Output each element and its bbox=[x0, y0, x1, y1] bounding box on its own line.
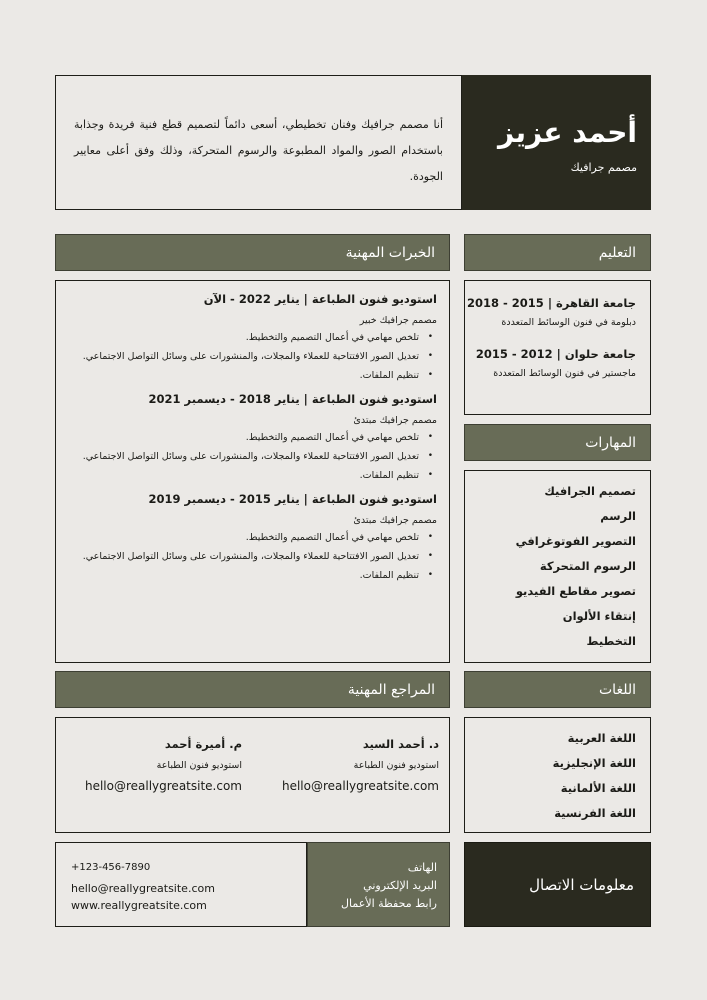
skills-header bbox=[464, 424, 651, 461]
reference-name: م. أميرة أحمد bbox=[164, 737, 242, 751]
skill-item: تصميم الجرافيك bbox=[544, 484, 636, 498]
contact-values-block bbox=[55, 842, 307, 927]
summary-block bbox=[55, 75, 462, 210]
skills-title: المهارات bbox=[585, 434, 636, 451]
experience-heading: استوديو فنون الطباعة | يناير 2018 - ديسمبر 2021 bbox=[148, 392, 437, 406]
contact-phone[interactable]: +123-456-7890 bbox=[71, 862, 151, 873]
bullet-icon: • bbox=[427, 532, 433, 542]
experience-bullet: • تلخص مهامي في أعمال التصميم والتخطيط. bbox=[56, 328, 437, 347]
education-item bbox=[465, 346, 650, 379]
experience-heading: استوديو فنون الطباعة | يناير 2015 - ديسمبر 2019 bbox=[148, 492, 437, 506]
reference-org: استوديو فنون الطباعة bbox=[156, 760, 242, 771]
contact-labels-block bbox=[307, 842, 450, 927]
experience-bullets bbox=[56, 428, 437, 485]
summary-text: أنا مصمم جرافيك وفنان تخطيطي، أسعى دائماً لتصميم قطع فنية فريدة وجذابة باستخدام الصور والمواد المطبوعة والرسوم المتحركة، وذلك وفق أعلى معايير الجودة. bbox=[74, 118, 443, 183]
experience-role: مصمم جرافيك مبتدئ bbox=[353, 415, 437, 426]
experience-bullet: • تعديل الصور الافتتاحية للعملاء والمجلات، والمنشورات على وسائل التواصل الاجتماعي. bbox=[56, 447, 437, 466]
experience-role: مصمم جرافيك خبير bbox=[359, 315, 437, 326]
contact-title: معلومات الاتصال bbox=[529, 875, 634, 894]
skill-item: التخطيط bbox=[586, 634, 636, 648]
bullet-icon: • bbox=[427, 370, 433, 380]
language-item: اللغة الإنجليزية bbox=[552, 756, 636, 770]
experience-box bbox=[55, 280, 450, 663]
skills-box bbox=[464, 470, 651, 663]
experience-bullet: • تلخص مهامي في أعمال التصميم والتخطيط. bbox=[56, 428, 437, 447]
bullet-icon: • bbox=[427, 332, 433, 342]
bullet-icon: • bbox=[427, 432, 433, 442]
contact-label-email: البريد الإلكتروني bbox=[363, 879, 437, 892]
language-item: اللغة الألمانية bbox=[560, 781, 636, 795]
skill-item: تصوير مقاطع الفيديو bbox=[515, 584, 636, 598]
languages-box bbox=[464, 717, 651, 833]
contact-title-block bbox=[464, 842, 651, 927]
experience-bullet: • تنظيم الملفات. bbox=[56, 366, 437, 385]
experience-item bbox=[56, 491, 449, 585]
education-box bbox=[464, 280, 651, 415]
experience-header bbox=[55, 234, 450, 271]
experience-bullet: • تنظيم الملفات. bbox=[56, 566, 437, 585]
contact-label-portfolio: رابط محفظة الأعمال bbox=[341, 897, 437, 910]
contact-website[interactable]: www.reallygreatsite.com bbox=[71, 899, 207, 912]
education-heading: جامعة القاهرة | 2015 - 2018 bbox=[467, 296, 636, 310]
skill-item: الرسوم المتحركة bbox=[539, 559, 636, 573]
bullet-icon: • bbox=[427, 451, 433, 461]
education-title: التعليم bbox=[598, 244, 636, 261]
experience-bullet: • تلخص مهامي في أعمال التصميم والتخطيط. bbox=[56, 528, 437, 547]
experience-item bbox=[56, 391, 449, 485]
education-detail: ماجستير في فنون الوسائط المتعددة bbox=[493, 368, 636, 379]
skill-item: الرسم bbox=[600, 509, 636, 523]
person-name: أحمد عزيز bbox=[498, 116, 637, 149]
reference-name: د. أحمد السيد bbox=[362, 737, 439, 751]
reference-email[interactable]: hello@reallygreatsite.com bbox=[281, 779, 439, 793]
language-item: اللغة العربية bbox=[567, 731, 636, 745]
education-detail: دبلومة في فنون الوسائط المتعددة bbox=[501, 317, 636, 328]
experience-bullets bbox=[56, 528, 437, 585]
languages-title: اللغات bbox=[599, 681, 636, 698]
experience-heading: استوديو فنون الطباعة | يناير 2022 - الآن bbox=[203, 292, 437, 306]
bullet-icon: • bbox=[427, 351, 433, 361]
education-header bbox=[464, 234, 651, 271]
education-item bbox=[465, 295, 650, 328]
reference-item bbox=[282, 736, 439, 793]
experience-item bbox=[56, 291, 449, 385]
reference-item bbox=[85, 736, 242, 793]
experience-bullet: • تنظيم الملفات. bbox=[56, 466, 437, 485]
experience-bullet: • تعديل الصور الافتتاحية للعملاء والمجلات، والمنشورات على وسائل التواصل الاجتماعي. bbox=[56, 547, 437, 566]
bullet-icon: • bbox=[427, 470, 433, 480]
reference-org: استوديو فنون الطباعة bbox=[353, 760, 439, 771]
languages-header bbox=[464, 671, 651, 708]
references-box bbox=[55, 717, 450, 833]
experience-bullets bbox=[56, 328, 437, 385]
references-title: المراجع المهنية bbox=[347, 681, 435, 698]
experience-title: الخبرات المهنية bbox=[345, 244, 435, 261]
experience-role: مصمم جرافيك مبتدئ bbox=[353, 515, 437, 526]
reference-email[interactable]: hello@reallygreatsite.com bbox=[84, 779, 242, 793]
experience-bullet: • تعديل الصور الافتتاحية للعملاء والمجلات، والمنشورات على وسائل التواصل الاجتماعي. bbox=[56, 347, 437, 366]
contact-label-phone: الهاتف bbox=[407, 861, 437, 874]
bullet-icon: • bbox=[427, 551, 433, 561]
skill-item: التصوير الفوتوغرافي bbox=[515, 534, 636, 548]
job-title: مصمم جرافيك bbox=[570, 161, 637, 174]
references-header bbox=[55, 671, 450, 708]
contact-email[interactable]: hello@reallygreatsite.com bbox=[71, 882, 215, 895]
education-heading: جامعة حلوان | 2012 - 2015 bbox=[475, 347, 636, 361]
language-item: اللغة الفرنسية bbox=[554, 806, 636, 820]
header-name-block bbox=[462, 75, 651, 210]
bullet-icon: • bbox=[427, 570, 433, 580]
skill-item: إنتقاء الألوان bbox=[562, 609, 636, 623]
